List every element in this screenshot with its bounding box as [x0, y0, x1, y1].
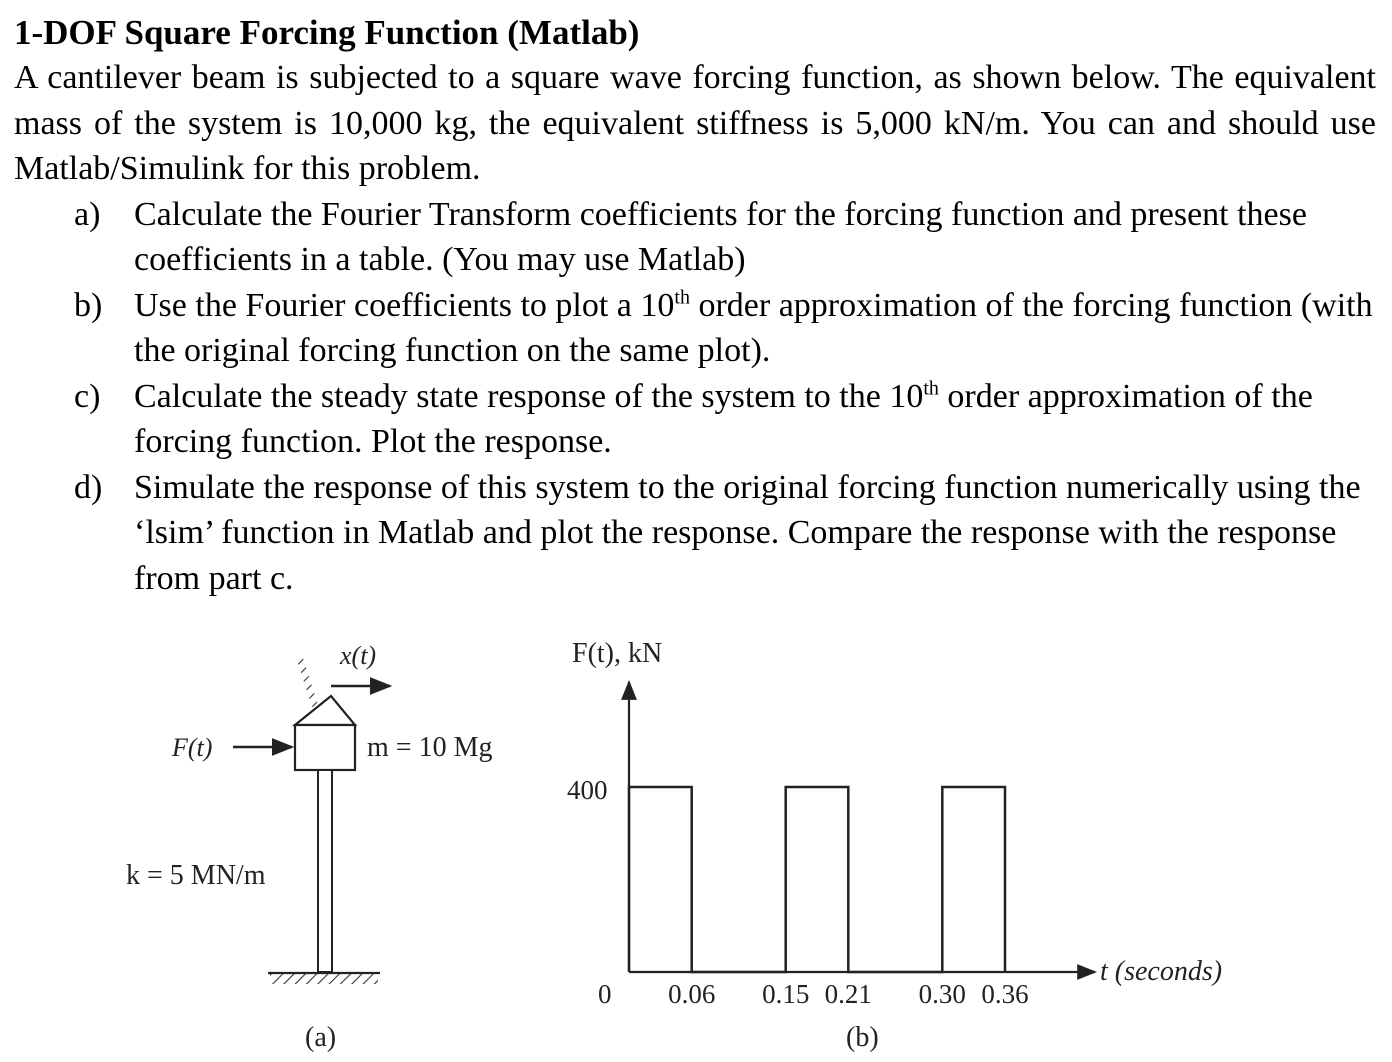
- ordinal-superscript: th: [923, 377, 939, 400]
- ordinal-superscript: th: [674, 286, 690, 309]
- part-label: b): [74, 286, 103, 324]
- y-axis-label: F(t), kN: [572, 638, 663, 669]
- stiffness-label: k = 5 MN/m: [126, 860, 266, 891]
- x-tick-label: 0.06: [668, 979, 716, 1009]
- top-hatch-icon: [296, 655, 318, 707]
- mass-label: m = 10 Mg: [367, 732, 493, 763]
- part-label: c): [74, 377, 101, 415]
- x-tick-labels: [668, 979, 1029, 1009]
- figure-b-caption: (b): [846, 1022, 879, 1053]
- mass-block: [295, 725, 355, 770]
- part-text: Use the Fourier coefficients to plot a 10: [134, 286, 675, 324]
- x-tick-label: 0.30: [918, 979, 966, 1009]
- mass-cap: [295, 696, 355, 725]
- part-text: Calculate the Fourier Transform coefficients for the forcing function and present these coefficients in a table. (You may use Matlab): [134, 195, 1307, 278]
- part-label: a): [74, 195, 101, 233]
- part-text: Simulate the response of this system to the original forcing function numerically using the ‘lsim’ function in Matlab and plot the response. Compare the response with the response from part c.: [134, 468, 1361, 597]
- part-text-cont: order approximation of the forcing function (with the original forcing function on the same plot).: [134, 286, 1373, 369]
- forcing-wave-line: [629, 787, 1005, 972]
- part-text: Calculate the steady state response of the system to the 10: [134, 377, 924, 415]
- ground-hatch-icon: [270, 974, 378, 984]
- x-tick-label: 0.21: [824, 979, 872, 1009]
- x-tick-label: 0.36: [981, 979, 1029, 1009]
- beam-column: [318, 770, 332, 972]
- problem-intro: A cantilever beam is subjected to a square wave forcing function, as shown below. The equivalent mass of the system is 10,000 kg, the equivalent stiffness is 5,000 kN/m. You can and should use Matlab/Simulink for this problem.: [14, 59, 1376, 187]
- figure-a-caption: (a): [305, 1022, 337, 1053]
- origin-label: 0: [598, 979, 612, 1009]
- figure-a-cantilever: [126, 641, 492, 1053]
- figure-b-chart: [567, 638, 1222, 1053]
- y-tick-label: 400: [567, 775, 608, 805]
- force-label: F(t): [172, 733, 213, 762]
- part-label: d): [74, 468, 103, 506]
- displacement-label: x(t): [340, 641, 377, 670]
- part-text-cont: order approximation of the forcing function. Plot the response.: [134, 377, 1313, 460]
- x-axis-label: t (seconds): [1100, 956, 1223, 987]
- x-tick-label: 0.15: [762, 979, 810, 1009]
- problem-title: 1-DOF Square Forcing Function (Matlab): [14, 13, 640, 52]
